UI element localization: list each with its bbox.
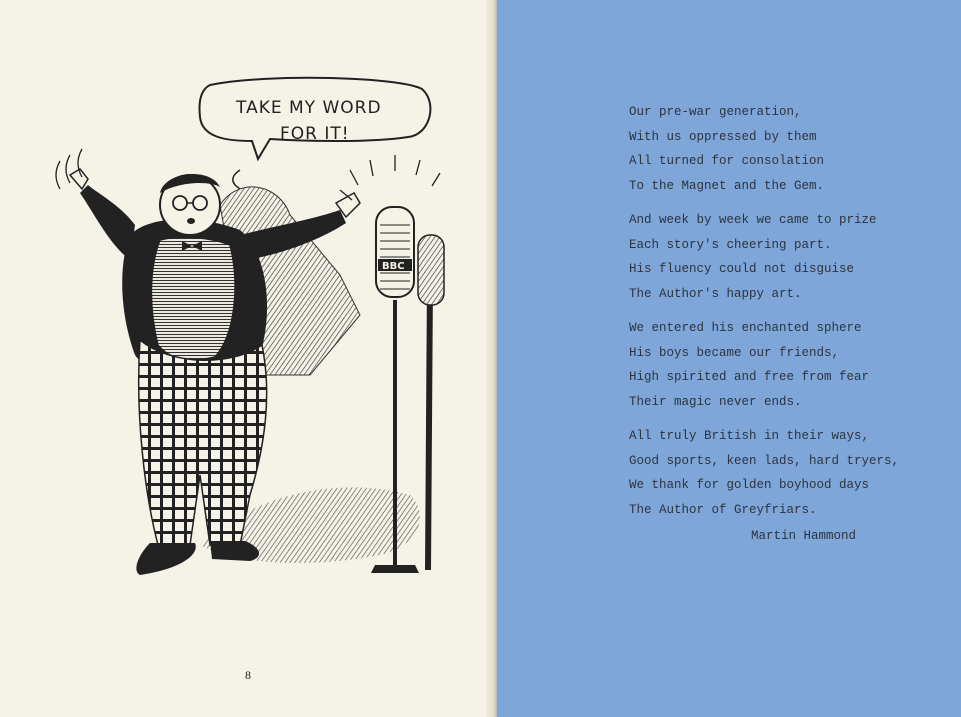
cartoon-illustration	[40, 75, 460, 595]
stanza-4	[629, 424, 939, 522]
poem-line: His fluency could not disguise	[629, 262, 855, 276]
poem-line: Their magic never ends.	[629, 394, 802, 409]
poem-line: To the Magnet and the Gem.	[629, 178, 825, 193]
poem-line: The Author of Greyfriars.	[629, 502, 817, 517]
poem-line: High spirited and free from fear	[629, 370, 870, 384]
speech-bubble	[199, 78, 430, 159]
speech-bubble-line1: TAKE MY WORD	[236, 98, 382, 118]
poem-line: Good sports, keen lads, hard tryers,	[629, 453, 900, 468]
poem-line: With us oppressed by them	[629, 129, 817, 144]
stanza-2	[629, 208, 939, 306]
speech-bubble-line2: FOR IT!	[280, 124, 350, 144]
left-shoe	[136, 543, 195, 575]
poem-line: All truly British in their ways,	[629, 429, 870, 443]
poem-author: Martin Hammond	[751, 529, 857, 543]
poem-line: Each story's cheering part.	[629, 237, 832, 252]
poem-line: Our pre-war generation,	[629, 105, 802, 119]
poem-line: And week by week we came to prize	[629, 213, 877, 227]
poem-line: His boys became our friends,	[629, 345, 840, 360]
poem-line: The Author's happy art.	[629, 286, 802, 301]
poem	[629, 100, 939, 532]
vest	[151, 237, 235, 360]
stanza-3	[629, 316, 939, 414]
page-number: 8	[245, 668, 251, 682]
poem-line: We thank for golden boyhood days	[629, 478, 870, 492]
microphone-label: BBC	[382, 261, 405, 272]
poem-line: All turned for consolation	[629, 154, 825, 168]
stanza-1	[629, 100, 939, 198]
microphone	[376, 207, 414, 297]
poem-line: We entered his enchanted sphere	[629, 321, 862, 335]
